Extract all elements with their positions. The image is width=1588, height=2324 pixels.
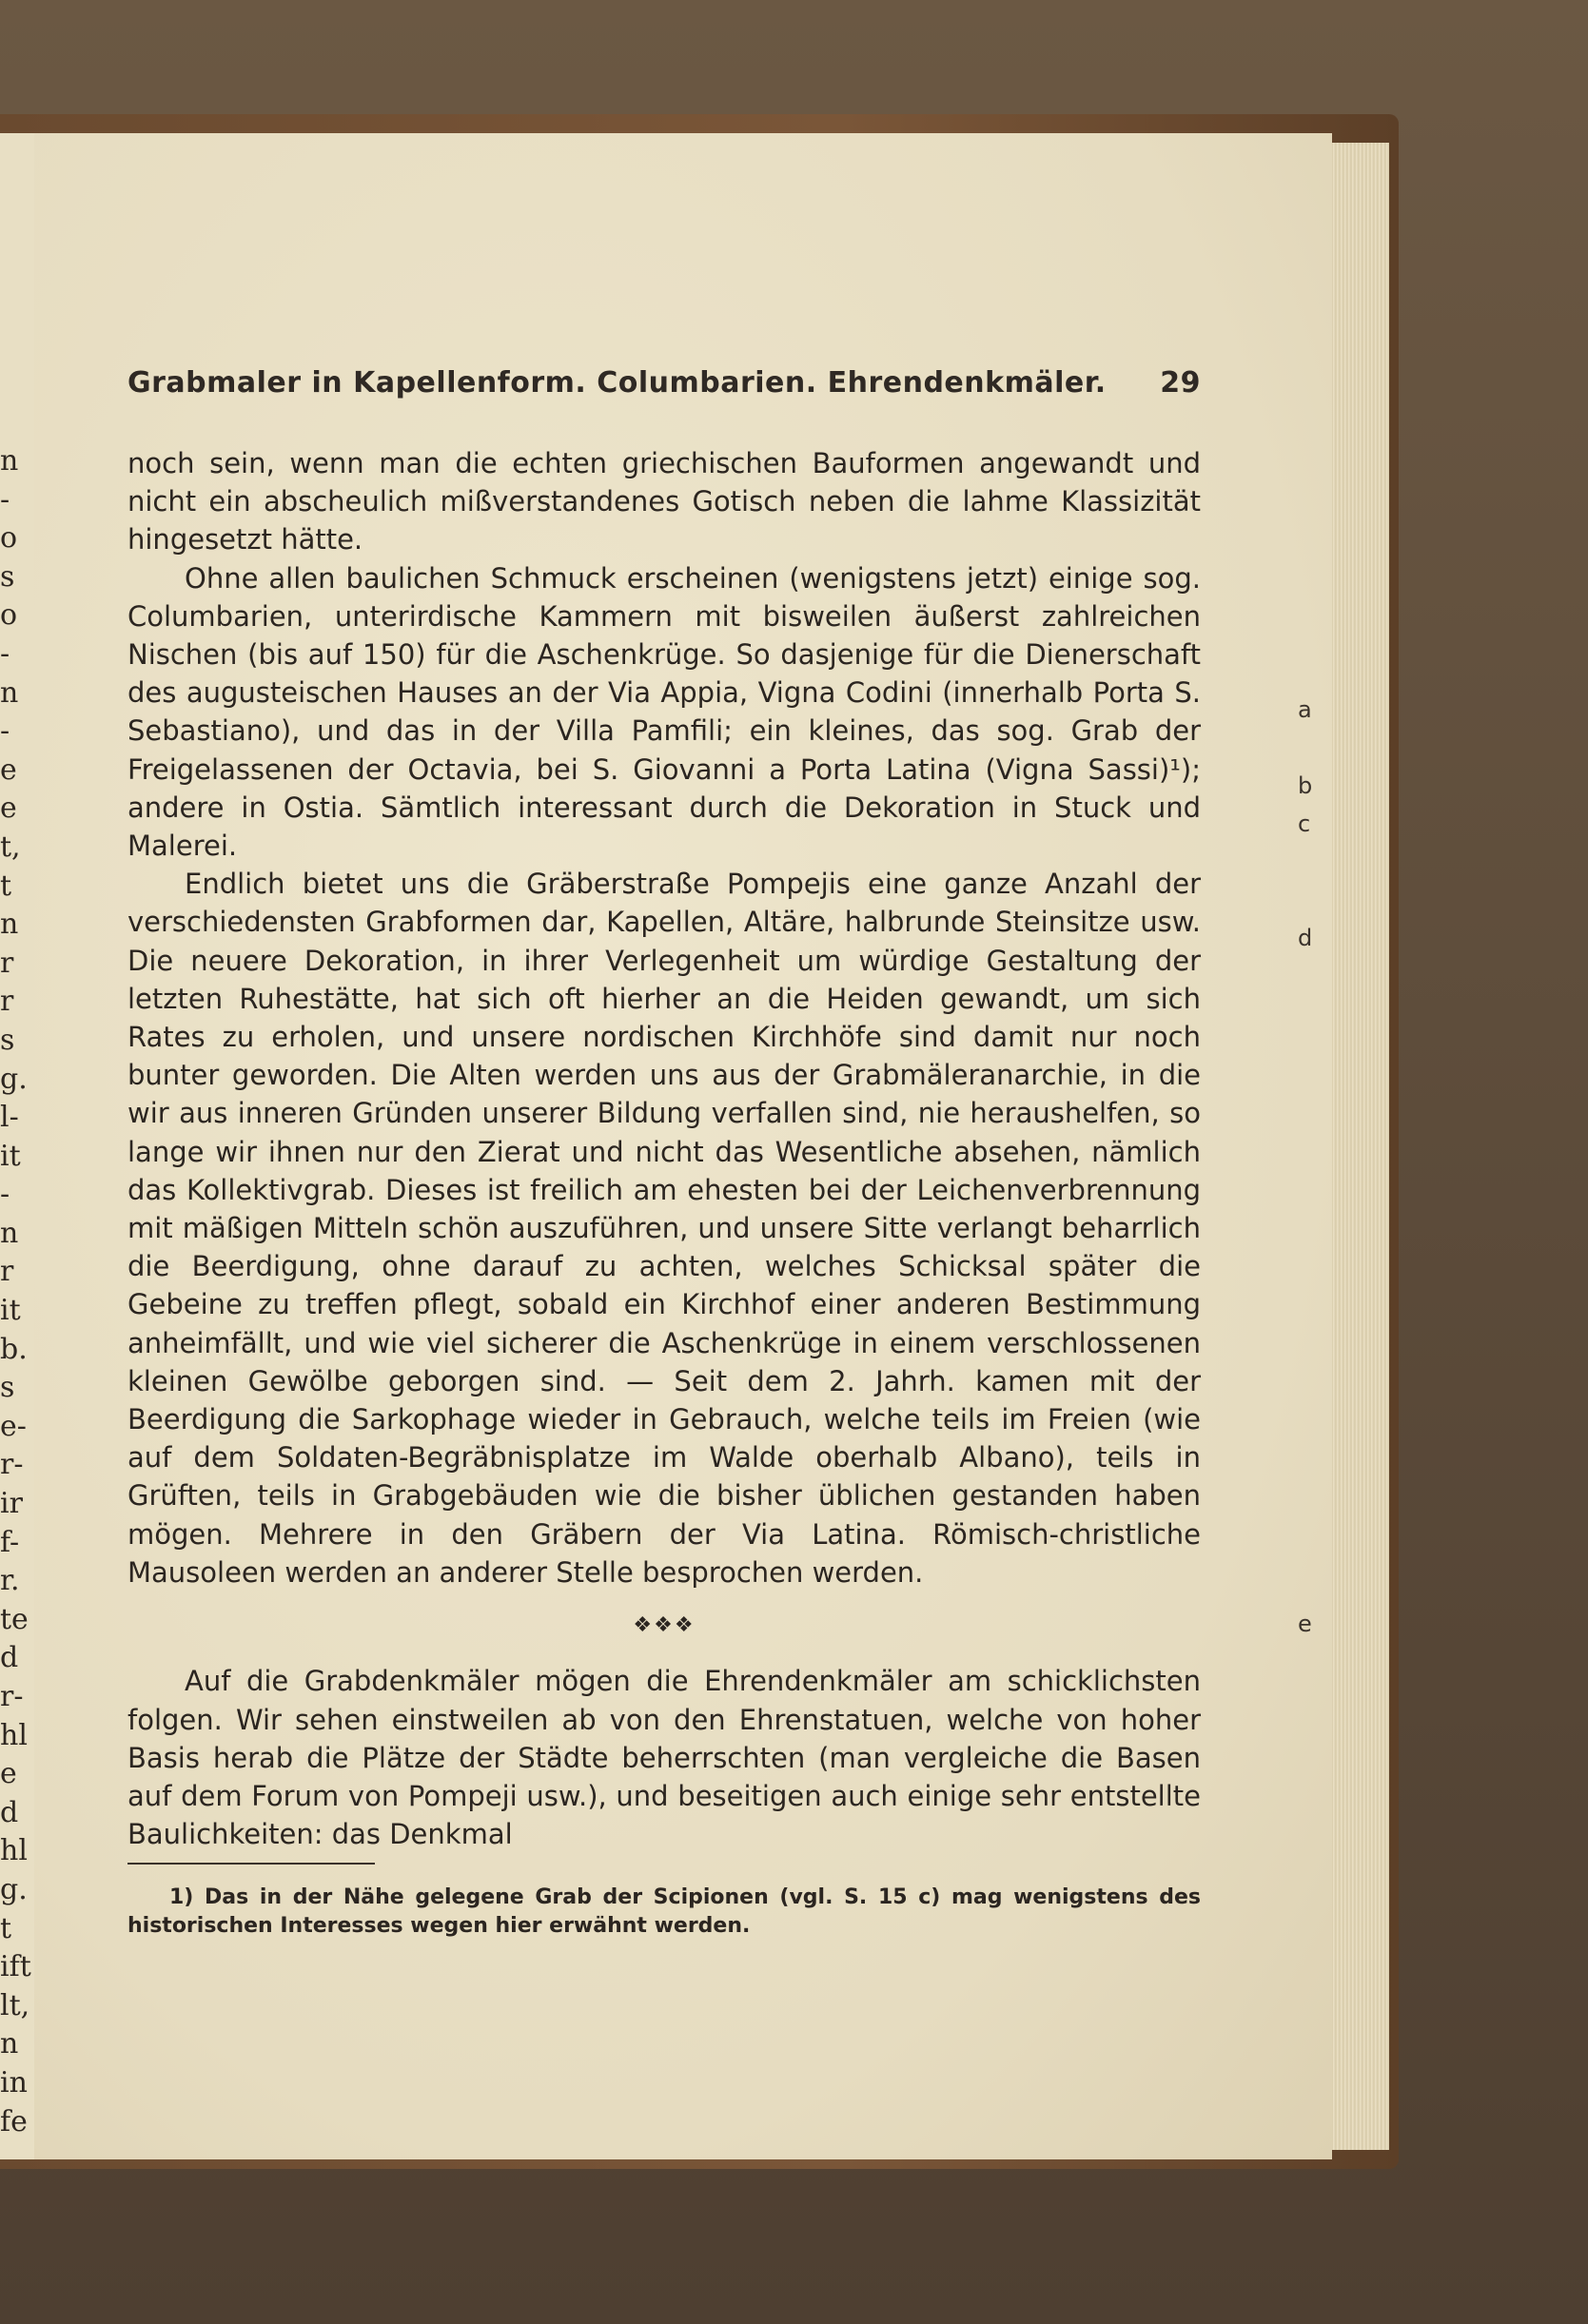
- header-title: Grabmaler in Kapellenform. Columbarien. Ehrendenkmäler.: [127, 366, 1107, 400]
- margin-letter-a: a: [1298, 696, 1312, 723]
- page-number: 29: [1160, 366, 1201, 400]
- margin-letter-d: d: [1298, 925, 1313, 951]
- page-edges: [1323, 143, 1389, 2150]
- margin-letter-e: e: [1298, 1611, 1312, 1637]
- margin-letter-c: c: [1298, 810, 1311, 837]
- section-ornament: ❖❖❖: [633, 1613, 696, 1638]
- margin-letter-b: b: [1298, 772, 1313, 799]
- running-header: [127, 366, 1201, 410]
- left-page-edge: [0, 133, 36, 2159]
- footnote-rule: [127, 1863, 375, 1865]
- paragraph-4: Auf die Grabdenkmäler mögen die Ehrendenkmäler am schicklichsten folgen. Wir sehen einstweilen ab von den Ehrenstatuen, welche von hoher Basis herab die Plätze der Städte beherrschten (man vergleiche die Basen auf dem Forum von Pompeji usw.), und beseitigen auch einige sehr entstellte Baulichkeiten: das Denkmal: [127, 1665, 1201, 1851]
- left-page-fragments: n - o s o - n - e e t, t n r r s g. l- it - n r it b. s e- r- ir f- r. te d r- hl e d hl g. t ift lt, n in fe: [0, 444, 31, 2138]
- paragraph-1: noch sein, wenn man die echten griechischen Bauformen angewandt und nicht ein abscheulich mißverstandenes Gotisch neben die lahme Klassizität hingesetzt hätte.: [127, 447, 1201, 557]
- paragraph-2: Ohne allen baulichen Schmuck erscheinen (wenigstens jetzt) einige sog. Columbarien, unterirdische Kammern mit bisweilen äußerst zahlreichen Nischen (bis auf 150) für die Aschenkrüge. So dasjenige für die Dienerschaft des augusteischen Hauses an der Via Appia, Vigna Codini (innerhalb Porta S. Sebastiano), und das in der Villa Pamfili; ein kleines, das sog. Grab der Freigelassenen der Octavia, bei S. Giovanni a Porta Latina (Vigna Sassi)¹); andere in Ostia. Sämtlich interessant durch die Dekoration in Stuck und Malerei.: [127, 561, 1201, 863]
- paragraph-3: Endlich bietet uns die Gräberstraße Pompejis eine ganze Anzahl der verschiedensten Grabformen dar, Kapellen, Altäre, halbrunde Steinsitze usw. Die neuere Dekoration, in ihrer Verlegenheit um würdige Gestaltung der letzten Ruhestätte, hat sich oft hierher an die Heiden gewandt, um sich Rates zu erholen, und unsere nordischen Kirchhöfe sind damit nur noch bunter geworden. Die Alten werden uns aus der Grabmäleranarchie, in die wir aus inneren Gründen unserer Bildung verfallen sind, nie heraushelfen, so lange wir ihnen nur den Zierat und nicht das Wesentliche absehen, nämlich das Kollektivgrab. Dieses ist freilich am ehesten bei der Leichenverbrennung mit mäßigen Mitteln schön auszuführen, und unsere Sitte verlangt beharrlich die Beerdigung, ohne darauf zu achten, welches Schicksal später die Gebeine zu treffen pflegt, sobald ein Kirchhof einer anderen Bestimmung anheimfällt, und wie viel sicherer die Aschenkrüge in einem verschlossenen kleinen Gewölbe geborgen sind. — Seit dem 2. Jahrh. kamen mit der Beerdigung die Sarkophage wieder in Gebrauch, welche teils im Freien (wie auf dem Soldaten-Begräbnisplatze im Walde oberhalb Albano), teils in Grüften, teils in Grabgebäuden wie die bisher üblichen gestanden haben mögen. Mehrere in den Gräbern der Via Latina. Römisch-christliche Mausoleen werden an anderer Stelle besprochen werden.: [127, 868, 1201, 1589]
- footnote: 1) Das in der Nähe gelegene Grab der Scipionen (vgl. S. 15 c) mag wenigstens des historischen Interesses wegen hier erwähnt werden.: [127, 1885, 1201, 1939]
- page-content: [127, 366, 1313, 1941]
- body-text: [127, 444, 1201, 1853]
- book-page: [34, 133, 1332, 2159]
